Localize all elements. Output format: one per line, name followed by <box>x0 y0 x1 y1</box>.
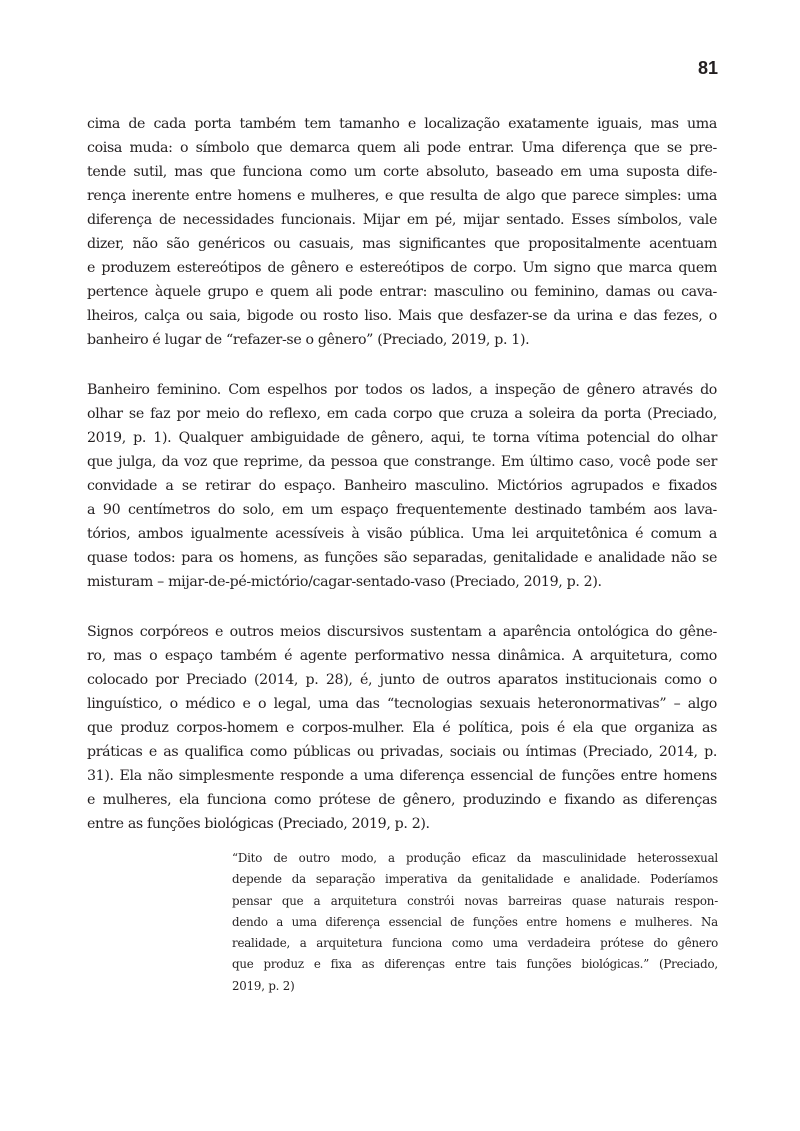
paragraph <box>87 378 717 594</box>
quote-line: pensar que a arquitetura constrói novas barreiras quase naturais respon- <box>232 893 718 908</box>
block-quote <box>232 848 718 997</box>
text-line: colocado por Preciado (2014, p. 28), é, junto de outros aparatos institucionais como o <box>87 672 717 688</box>
text-line: diferença de necessidades funcionais. Mijar em pé, mijar sentado. Esses símbolos, vale <box>87 212 717 228</box>
text-line: práticas e as qualifica como públicas ou privadas, sociais ou íntimas (Preciado, 2014, p. <box>87 744 717 760</box>
text-line: entre as funções biológicas (Preciado, 2019, p. 2). <box>87 816 430 832</box>
text-line: 31). Ela não simplesmente responde a uma diferença essencial de funções entre homens <box>87 768 717 784</box>
paragraph <box>87 620 717 836</box>
page-number: 81 <box>697 58 718 78</box>
text-line: rença inerente entre homens e mulheres, e que resulta de algo que parece simples: uma <box>87 188 717 204</box>
text-line: lheiros, calça ou saia, bigode ou rosto liso. Mais que desfazer-se da urina e das fezes, o <box>87 308 717 324</box>
paragraph <box>87 112 717 352</box>
quote-line: “Dito de outro modo, a produção eficaz da masculinidade heterossexual <box>232 851 718 865</box>
text-line: que julga, da voz que reprime, da pessoa que constrange. Em último caso, você pode ser <box>87 454 717 470</box>
text-line: 2019, p. 1). Qualquer ambiguidade de gênero, aqui, te torna vítima potencial do olhar <box>87 430 717 446</box>
text-line: dizer, não são genéricos ou casuais, mas significantes que propositalmente acentuam <box>87 236 717 252</box>
text-line: banheiro é lugar de “refazer-se o gênero” (Preciado, 2019, p. 1). <box>87 332 530 348</box>
text-line: tende sutil, mas que funciona como um corte absoluto, baseado em uma suposta dife- <box>87 164 717 180</box>
quote-line: realidade, a arquitetura funciona como uma verdadeira prótese do gênero <box>232 936 718 951</box>
text-line: e mulheres, ela funciona como prótese de gênero, produzindo e fixando as diferenças <box>87 792 717 808</box>
quote-line: dendo a uma diferença essencial de funções entre homens e mulheres. Na <box>232 914 718 929</box>
text-line: convidade a se retirar do espaço. Banheiro masculino. Mictórios agrupados e fixados <box>87 478 717 494</box>
text-line: ro, mas o espaço também é agente performativo nessa dinâmica. A arquitetura, como <box>87 648 717 664</box>
body-text <box>87 112 717 862</box>
text-line: misturam – mijar-de-pé-mictório/cagar-sentado-vaso (Preciado, 2019, p. 2). <box>87 574 602 590</box>
text-line: Banheiro feminino. Com espelhos por todos os lados, a inspeção de gênero através do <box>87 382 717 398</box>
text-line: a 90 centímetros do solo, em um espaço frequentemente destinado também aos lava- <box>87 502 717 518</box>
text-line: pertence àquele grupo e quem ali pode entrar: masculino ou feminino, damas ou cava- <box>87 284 717 300</box>
text-line: quase todos: para os homens, as funções são separadas, genitalidade e analidade não se <box>87 550 717 566</box>
text-line: olhar se faz por meio do reflexo, em cada corpo que cruza a soleira da porta (Preciado, <box>87 406 717 422</box>
text-line: e produzem estereótipos de gênero e estereótipos de corpo. Um signo que marca quem <box>87 260 717 276</box>
text-line: tórios, ambos igualmente acessíveis à visão pública. Uma lei arquitetônica é comum a <box>87 526 717 542</box>
text-line: cima de cada porta também tem tamanho e localização exatamente iguais, mas uma <box>87 116 717 132</box>
text-line: coisa muda: o símbolo que demarca quem ali pode entrar. Uma diferença que se pre- <box>87 140 717 156</box>
text-line: linguístico, o médico e o legal, uma das “tecnologias sexuais heteronormativas” – algo <box>87 696 717 712</box>
quote-line: depende da separação imperativa da genitalidade e analidade. Poderíamos <box>232 872 718 887</box>
quote-line: que produz e fixa as diferenças entre tais funções biológicas.” (Preciado, <box>232 957 718 972</box>
text-line: que produz corpos-homem e corpos-mulher. Ela é política, pois é ela que organiza as <box>87 720 717 736</box>
text-line: Signos corpóreos e outros meios discursivos sustentam a aparência ontológica do gêne- <box>87 624 717 640</box>
quote-line: 2019, p. 2) <box>232 978 295 993</box>
